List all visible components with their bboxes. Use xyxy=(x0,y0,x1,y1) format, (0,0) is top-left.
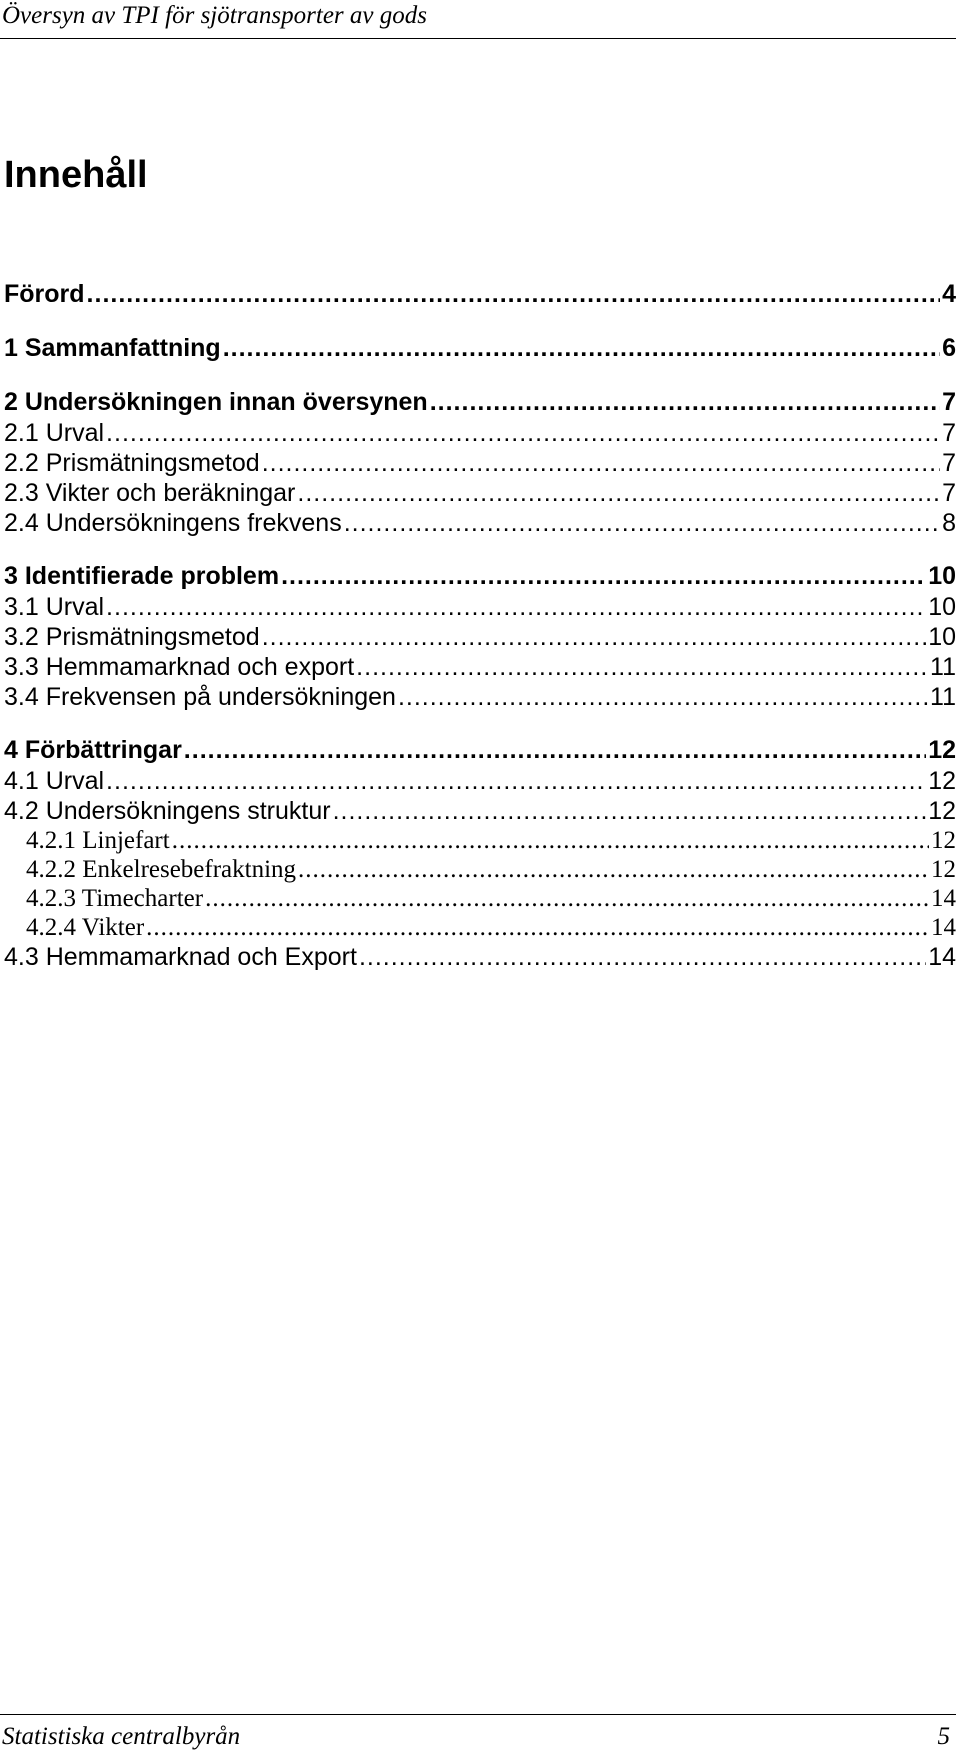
toc-entry-4-2-1[interactable] xyxy=(4,826,956,855)
publisher-name: Statistiska centralbyrån xyxy=(2,1723,241,1750)
toc-entry-4-2-2[interactable] xyxy=(4,855,956,884)
dot-leader xyxy=(106,766,926,796)
toc-entry-label: 2.1 Urval xyxy=(4,419,105,447)
table-of-contents xyxy=(4,278,956,972)
toc-entry-page: 7 xyxy=(942,479,956,507)
dot-leader xyxy=(223,332,940,364)
dot-leader xyxy=(106,418,940,448)
toc-heading: Innehåll xyxy=(4,154,148,196)
toc-entry-4-2-4[interactable] xyxy=(4,913,956,942)
toc-entry-4-2[interactable] xyxy=(4,796,956,826)
dot-leader xyxy=(398,682,928,712)
page-number: 5 xyxy=(937,1723,950,1750)
toc-entry-2-1[interactable] xyxy=(4,418,956,448)
toc-entry-2-4[interactable] xyxy=(4,508,956,538)
toc-entry-page: 14 xyxy=(928,943,956,971)
toc-entry-page: 14 xyxy=(931,885,956,912)
dot-leader xyxy=(298,855,929,884)
dot-leader xyxy=(333,796,927,826)
dot-leader xyxy=(344,508,940,538)
dot-leader xyxy=(172,826,929,855)
dot-leader xyxy=(430,386,940,418)
toc-entry-label: 4.2.2 Enkelresebefraktning xyxy=(26,856,297,883)
toc-entry-2-2[interactable] xyxy=(4,448,956,478)
toc-entry-label: 2.4 Undersökningens frekvens xyxy=(4,509,342,537)
toc-entry-page: 10 xyxy=(928,562,956,590)
toc-entry-3-4[interactable] xyxy=(4,682,956,712)
toc-entry-label: 2 Undersökningen innan översynen xyxy=(4,388,428,416)
toc-entry-label: 2.3 Vikter och beräkningar xyxy=(4,479,296,507)
toc-entry-label: 4.2.1 Linjefart xyxy=(26,827,170,854)
toc-entry-page: 4 xyxy=(942,280,956,308)
running-header xyxy=(0,0,956,39)
toc-entry-label: 4.3 Hemmamarknad och Export xyxy=(4,943,357,971)
toc-entry-label: 4.1 Urval xyxy=(4,767,105,795)
dot-leader xyxy=(297,478,940,508)
toc-entry-page: 12 xyxy=(928,736,956,764)
toc-entry-label: 4 Förbättringar xyxy=(4,736,182,764)
toc-entry-3-1[interactable] xyxy=(4,592,956,622)
toc-entry-label: 2.2 Prismätningsmetod xyxy=(4,449,260,477)
dot-leader xyxy=(106,592,926,622)
toc-entry-3[interactable] xyxy=(4,560,956,592)
toc-entry-forord[interactable] xyxy=(4,278,956,310)
toc-entry-page: 10 xyxy=(928,593,956,621)
dot-leader xyxy=(356,652,928,682)
dot-leader xyxy=(205,884,929,913)
toc-entry-label: 3.1 Urval xyxy=(4,593,105,621)
toc-entry-4[interactable] xyxy=(4,734,956,766)
toc-entry-2-3[interactable] xyxy=(4,478,956,508)
toc-entry-label: 4.2 Undersökningens struktur xyxy=(4,797,331,825)
toc-entry-page: 6 xyxy=(942,334,956,362)
dot-leader xyxy=(146,913,929,942)
toc-entry-page: 12 xyxy=(931,827,956,854)
dot-leader xyxy=(184,734,926,766)
toc-entry-label: Förord xyxy=(4,280,85,308)
toc-entry-page: 7 xyxy=(942,449,956,477)
toc-entry-page: 11 xyxy=(930,683,956,711)
toc-entry-2[interactable] xyxy=(4,386,956,418)
toc-entry-page: 8 xyxy=(942,509,956,537)
dot-leader xyxy=(359,942,926,972)
document-title: Översyn av TPI för sjötransporter av gods xyxy=(2,2,427,29)
toc-entry-page: 12 xyxy=(928,797,956,825)
toc-entry-page: 11 xyxy=(930,653,956,681)
toc-entry-3-2[interactable] xyxy=(4,622,956,652)
toc-entry-page: 12 xyxy=(931,856,956,883)
toc-entry-4-2-3[interactable] xyxy=(4,884,956,913)
dot-leader xyxy=(262,448,940,478)
toc-entry-page: 14 xyxy=(931,914,956,941)
dot-leader xyxy=(87,278,941,310)
toc-entry-label: 4.2.4 Vikter xyxy=(26,914,145,941)
dot-leader xyxy=(281,560,926,592)
toc-entry-label: 1 Sammanfattning xyxy=(4,334,221,362)
toc-entry-label: 3 Identifierade problem xyxy=(4,562,280,590)
toc-entry-page: 7 xyxy=(942,419,956,447)
toc-entry-label: 4.2.3 Timecharter xyxy=(26,885,204,912)
toc-entry-3-3[interactable] xyxy=(4,652,956,682)
toc-entry-label: 3.3 Hemmamarknad och export xyxy=(4,653,355,681)
running-footer xyxy=(0,1714,956,1757)
toc-entry-page: 10 xyxy=(928,623,956,651)
dot-leader xyxy=(262,622,927,652)
toc-entry-1[interactable] xyxy=(4,332,956,364)
toc-entry-4-1[interactable] xyxy=(4,766,956,796)
toc-entry-page: 12 xyxy=(928,767,956,795)
toc-entry-label: 3.2 Prismätningsmetod xyxy=(4,623,260,651)
toc-entry-label: 3.4 Frekvensen på undersökningen xyxy=(4,683,396,711)
toc-entry-4-3[interactable] xyxy=(4,942,956,972)
toc-entry-page: 7 xyxy=(942,388,956,416)
